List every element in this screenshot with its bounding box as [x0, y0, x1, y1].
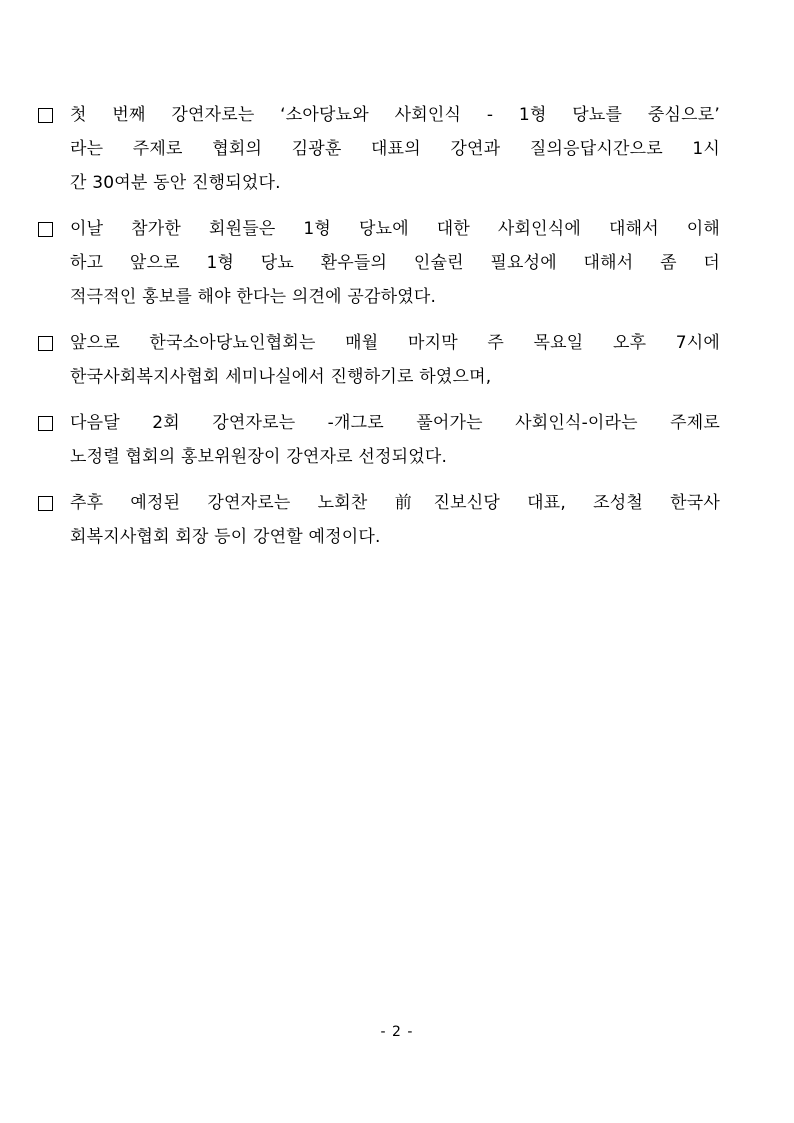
- bullet-paragraph-5: [38, 486, 720, 554]
- bullet-paragraph-1: [38, 98, 720, 200]
- checkbox-bullet-icon: [38, 336, 53, 351]
- bullet-paragraph-3: [38, 326, 720, 394]
- page-number: - 2 -: [380, 1024, 414, 1040]
- paragraph-line: 다음달 2회 강연자로는 -개그로 풀어가는 사회인식-이라는 주제로: [70, 413, 720, 433]
- paragraph-line: 하고 앞으로 1형 당뇨 환우들의 인슐린 필요성에 대해서 좀 더: [70, 253, 720, 273]
- paragraph-line: 회복지사협회 회장 등이 강연할 예정이다.: [70, 527, 381, 547]
- checkbox-bullet-icon: [38, 416, 53, 431]
- paragraph-line: 이날 참가한 회원들은 1형 당뇨에 대한 사회인식에 대해서 이해: [70, 219, 720, 239]
- checkbox-bullet-icon: [38, 496, 53, 511]
- paragraph-line: 첫 번째 강연자로는 ‘소아당뇨와 사회인식 - 1형 당뇨를 중심으로’: [70, 105, 720, 125]
- paragraph-line: 추후 예정된 강연자로는 노회찬 前진보신당 대표, 조성철 한국사: [70, 493, 720, 513]
- checkbox-bullet-icon: [38, 222, 53, 237]
- paragraph-line: 간 30여분 동안 진행되었다.: [70, 173, 281, 193]
- paragraph-line: 라는 주제로 협회의 김광훈 대표의 강연과 질의응답시간으로 1시: [70, 139, 720, 159]
- paragraph-line: 한국사회복지사협회 세미나실에서 진행하기로 하였으며,: [70, 367, 492, 387]
- bullet-paragraph-2: [38, 212, 720, 314]
- checkbox-bullet-icon: [38, 108, 53, 123]
- bullet-paragraph-4: [38, 406, 720, 474]
- paragraph-line: 노정렬 협회의 홍보위원장이 강연자로 선정되었다.: [70, 447, 448, 467]
- document-body: [38, 98, 720, 566]
- paragraph-line: 적극적인 홍보를 해야 한다는 의견에 공감하였다.: [70, 287, 437, 307]
- paragraph-line: 앞으로 한국소아당뇨인협회는 매월 마지막 주 목요일 오후 7시에: [70, 333, 720, 353]
